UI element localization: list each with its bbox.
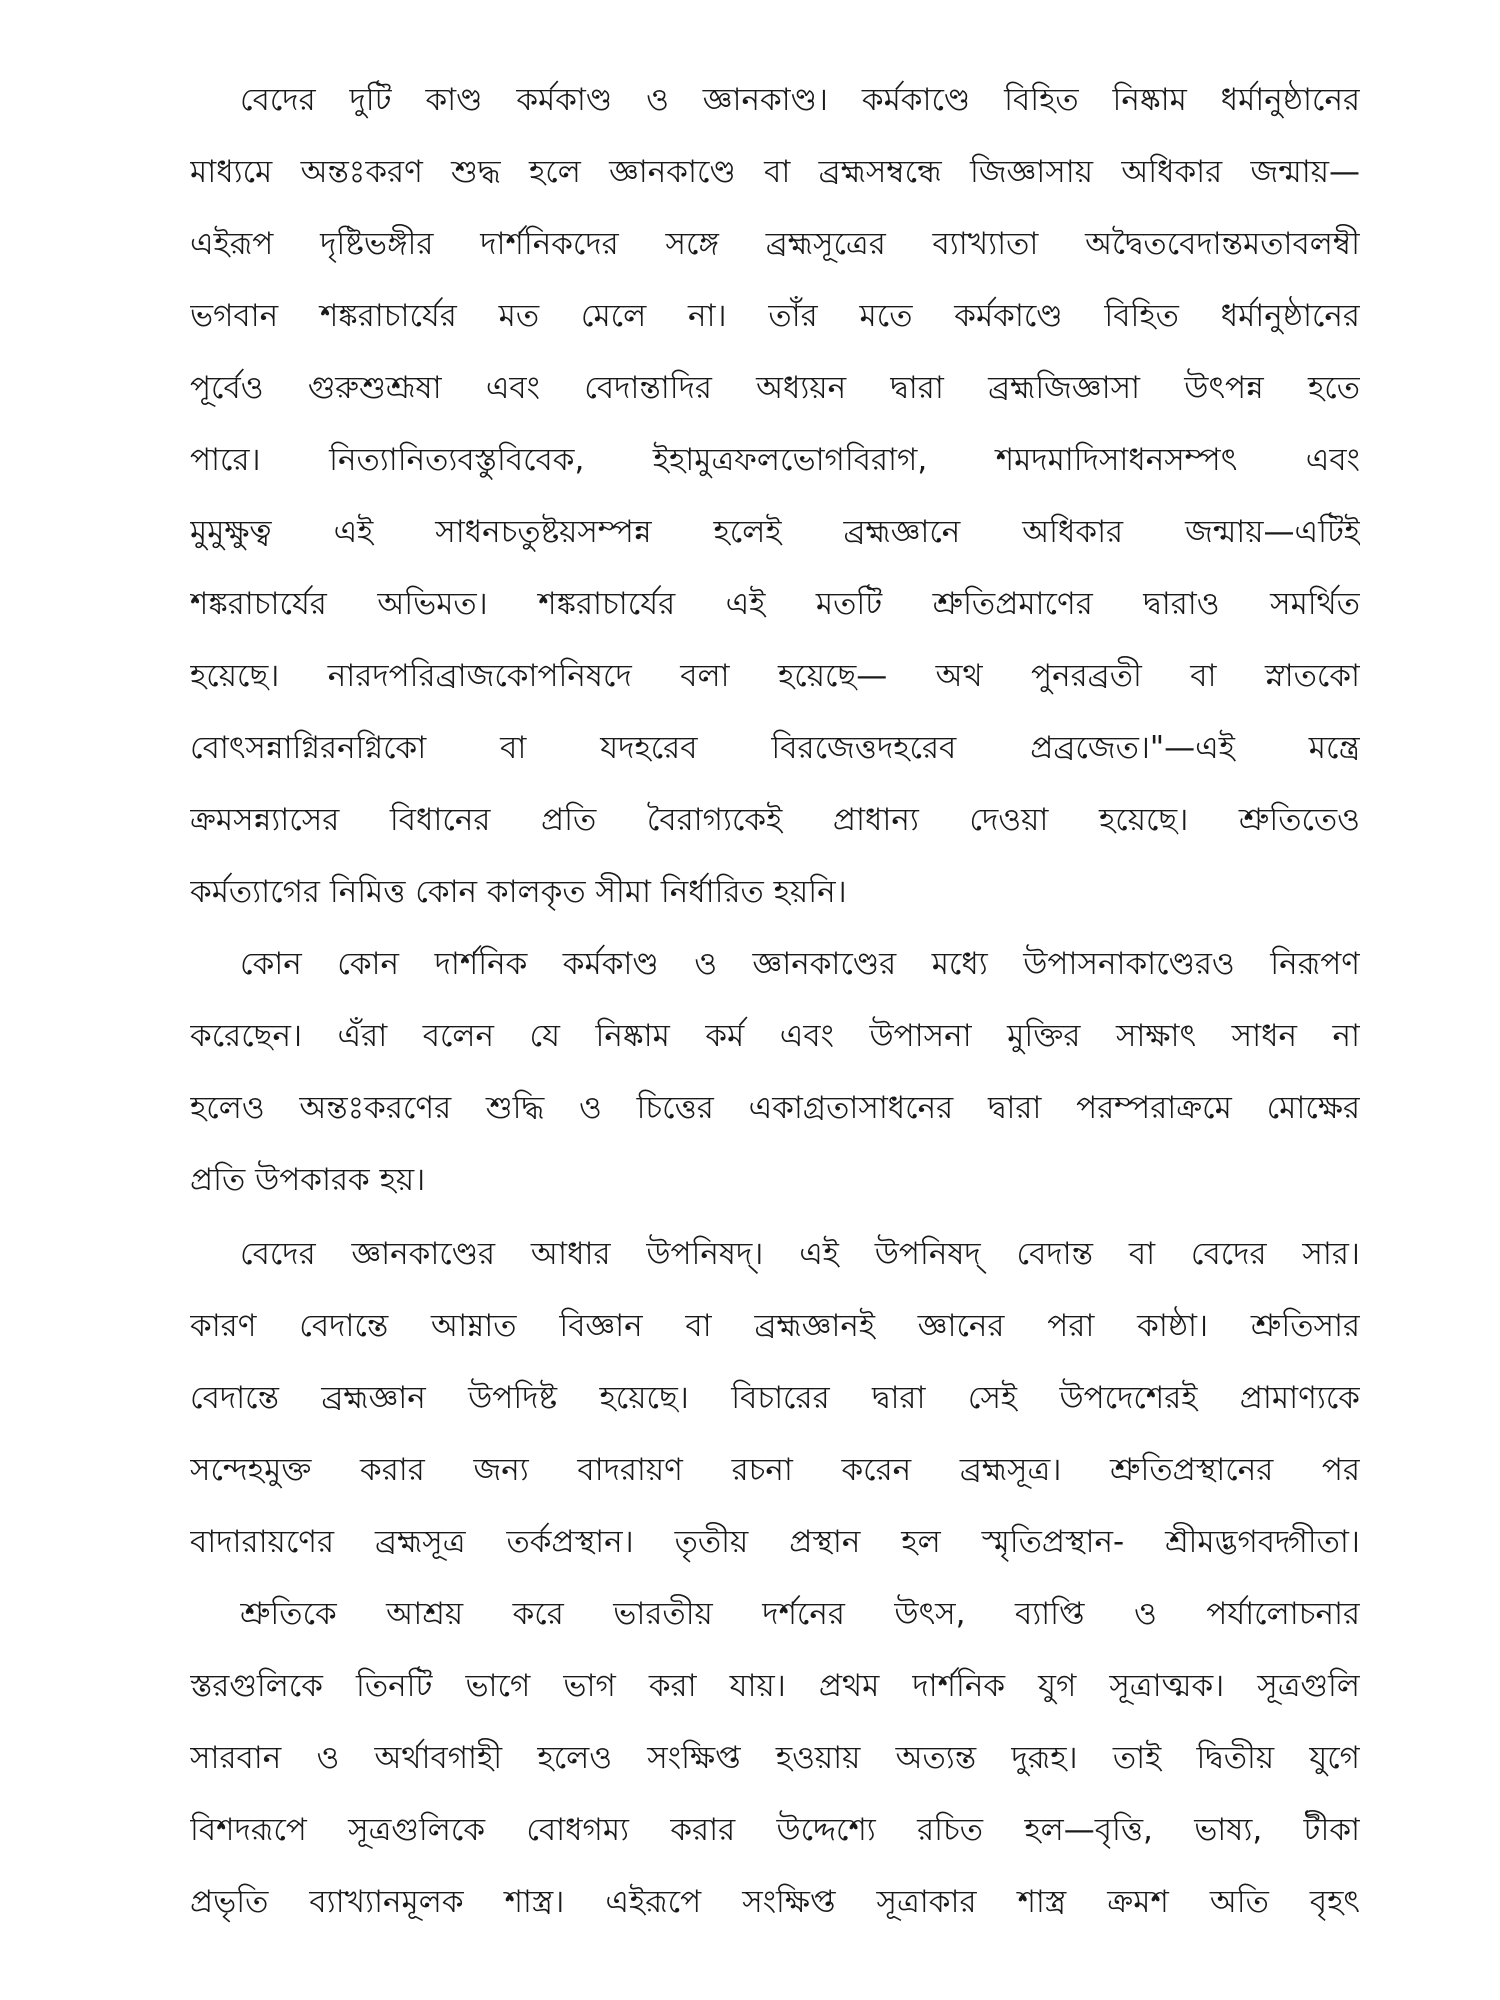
text-line: ভগবান শঙ্করাচার্যের মত মেলে না। তাঁর মতে কর্মকাণ্ডে বিহিত ধর্মানুষ্ঠানের	[190, 298, 1360, 334]
text-line: করেছেন। এঁরা বলেন যে নিষ্কাম কর্ম এবং উপাসনা মুক্তির সাক্ষাৎ সাধন না	[190, 1018, 1360, 1054]
text-line: বাদারায়ণের ব্রহ্মসূত্র তর্কপ্রস্থান। তৃতীয় প্রস্থান হল স্মৃতিপ্রস্থান- শ্রীমদ্ভগবদ্গীতা।	[190, 1524, 1360, 1560]
text-line: বেদের জ্ঞানকাণ্ডের আধার উপনিষদ্। এই উপনিষদ্ বেদান্ত বা বেদের সার।	[240, 1236, 1360, 1272]
text-line: হয়েছে। নারদপরিব্রাজকোপনিষদে বলা হয়েছে— অথ পুনরব্রতী বা স্নাতকো	[190, 658, 1360, 694]
text-line: সন্দেহমুক্ত করার জন্য বাদরায়ণ রচনা করেন ব্রহ্মসূত্র। শ্রুতিপ্রস্থানের পর	[190, 1452, 1360, 1488]
text-line: কোন কোন দার্শনিক কর্মকাণ্ড ও জ্ঞানকাণ্ডের মধ্যে উপাসনাকাণ্ডেরও নিরূপণ	[240, 946, 1360, 982]
text-line: প্রভৃতি ব্যাখ্যানমূলক শাস্ত্র। এইরূপে সংক্ষিপ্ত সূত্রাকার শাস্ত্র ক্রমশ অতি বৃহৎ	[190, 1884, 1360, 1920]
text-line: পূর্বেও গুরুশুশ্রূষা এবং বেদান্তাদির অধ্যয়ন দ্বারা ব্রহ্মজিজ্ঞাসা উৎপন্ন হতে	[190, 370, 1360, 406]
text-line: শ্রুতিকে আশ্রয় করে ভারতীয় দর্শনের উৎস, ব্যাপ্তি ও পর্যালোচনার	[240, 1596, 1360, 1632]
text-line: কর্মত্যাগের নিমিত্ত কোন কালকৃত সীমা নির্ধারিত হয়নি।	[190, 874, 847, 910]
text-line: বেদের দুটি কাণ্ড কর্মকাণ্ড ও জ্ঞানকাণ্ড। কর্মকাণ্ডে বিহিত নিষ্কাম ধর্মানুষ্ঠানের	[240, 82, 1360, 118]
text-line: কারণ বেদান্তে আম্নাত বিজ্ঞান বা ব্রহ্মজ্ঞানই জ্ঞানের পরা কাষ্ঠা। শ্রুতিসার	[190, 1308, 1360, 1344]
text-line: বোৎসন্নাগ্নিরনগ্নিকো বা যদহরেব বিরজেত্তদহরেব প্রব্রজেত।"—এই মন্ত্রে	[190, 730, 1360, 766]
text-line: বেদান্তে ব্রহ্মজ্ঞান উপদিষ্ট হয়েছে। বিচারের দ্বারা সেই উপদেশেরই প্রামাণ্যকে	[190, 1380, 1360, 1416]
text-line: মাধ্যমে অন্তঃকরণ শুদ্ধ হলে জ্ঞানকাণ্ডে বা ব্রহ্মসম্বন্ধে জিজ্ঞাসায় অধিকার জন্মায়—	[190, 154, 1360, 190]
text-line: শঙ্করাচার্যের অভিমত। শঙ্করাচার্যের এই মতটি শ্রুতিপ্রমাণের দ্বারাও সমর্থিত	[190, 586, 1360, 622]
text-line: হলেও অন্তঃকরণের শুদ্ধি ও চিত্তের একাগ্রতাসাধনের দ্বারা পরম্পরাক্রমে মোক্ষের	[190, 1090, 1360, 1126]
text-line: এইরূপ দৃষ্টিভঙ্গীর দার্শনিকদের সঙ্গে ব্রহ্মসূত্রের ব্যাখ্যাতা অদ্বৈতবেদান্তমতাবলম্বী	[190, 226, 1360, 262]
text-line: স্তরগুলিকে তিনটি ভাগে ভাগ করা যায়। প্রথম দার্শনিক যুগ সূত্রাত্মক। সূত্রগুলি	[190, 1668, 1360, 1704]
text-line: সারবান ও অর্থাবগাহী হলেও সংক্ষিপ্ত হওয়ায় অত্যন্ত দুরূহ। তাই দ্বিতীয় যুগে	[190, 1740, 1360, 1776]
text-line: বিশদরূপে সূত্রগুলিকে বোধগম্য করার উদ্দেশ্যে রচিত হল—বৃত্তি, ভাষ্য, টীকা	[190, 1812, 1360, 1848]
text-line: ক্রমসন্ন্যাসের বিধানের প্রতি বৈরাগ্যকেই প্রাধান্য দেওয়া হয়েছে। শ্রুতিতেও	[190, 802, 1360, 838]
text-line: মুমুক্ষুত্ব এই সাধনচতুষ্টয়সম্পন্ন হলেই ব্রহ্মজ্ঞানে অধিকার জন্মায়—এটিই	[190, 514, 1360, 550]
text-line: পারে। নিত্যানিত্যবস্তুবিবেক, ইহামুত্রফলভোগবিরাগ, শমদমাদিসাধনসম্পৎ এবং	[190, 442, 1360, 478]
text-line: প্রতি উপকারক হয়।	[190, 1162, 426, 1198]
